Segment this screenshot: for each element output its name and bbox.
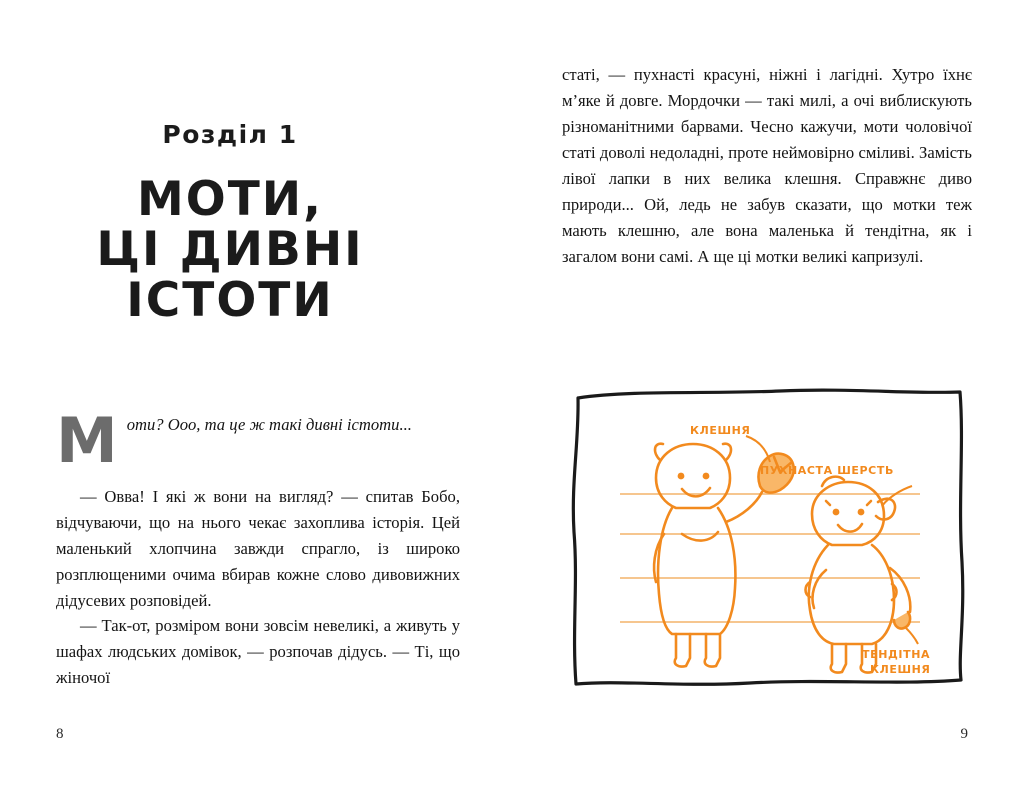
paragraph-1 [56, 404, 460, 484]
frame-outline [573, 390, 962, 684]
chapter-title-line-1: МОТИ, [137, 172, 323, 227]
page-number-right: 9 [960, 726, 968, 742]
chapter-title [0, 172, 460, 328]
paragraph-2: — Овва! І які ж вони на вигляд? — спитав Бобо, відчуваючи, що на нього чекає захоплива історія. Цей маленький хлопчина завжди спрагло, із широко розплющеними очима вбирав кожне слово дивовижних дідусевих розповідей. [56, 487, 460, 610]
callout-label-fur: ПУХНАСТА ШЕРСТЬ [760, 464, 894, 477]
paragraph-continued: статі, — пухнасті красуні, ніжні і лагідні. Хутро їхнє м’яке й довге. Мордочки — такі милі, а очі виблискують різноманітними барвами. Чесно кажучи, моти чоловічої статі доволі недоладні, проте неймовірно сміливі. Замість лівої лапки в них велика клешня. Справжнє диво природи... Ой, ледь не забув сказати, що мотки теж мають клешню, але вона маленька й тендітна, як і загалом вони самі. А ще ці мотки великі капризулі. [562, 65, 972, 267]
callout-label-delicate-claw: КЛЕШНЯ [870, 663, 931, 676]
chapter-label: Розділ 1 [162, 120, 298, 149]
drop-cap: М [56, 404, 118, 477]
page-number-left: 8 [56, 726, 64, 742]
right-body-text [562, 62, 972, 270]
character-female-mot [806, 477, 911, 673]
left-body-text [56, 404, 460, 691]
callout-label-delicate: ТЕНДІТНА [862, 648, 931, 661]
paragraph-1-italic: оти? Ооо, та це ж такі дивні істоти... [126, 415, 412, 434]
illustration-panel [560, 382, 978, 702]
chapter-title-line-2: ЦІ ДИВНІ [96, 222, 364, 278]
right-page [512, 0, 1024, 787]
paragraph-3: — Так-от, розміром вони зовсім невеликі, а живуть у шафах людських домівок, — розпочав дідусь. — Ті, що жіночої [56, 616, 460, 688]
callout-label-claw: КЛЕШНЯ [690, 424, 751, 437]
character-male-mot [654, 444, 794, 667]
background-lines [620, 494, 920, 622]
chapter-title-line-3: ІСТОТИ [126, 272, 334, 328]
